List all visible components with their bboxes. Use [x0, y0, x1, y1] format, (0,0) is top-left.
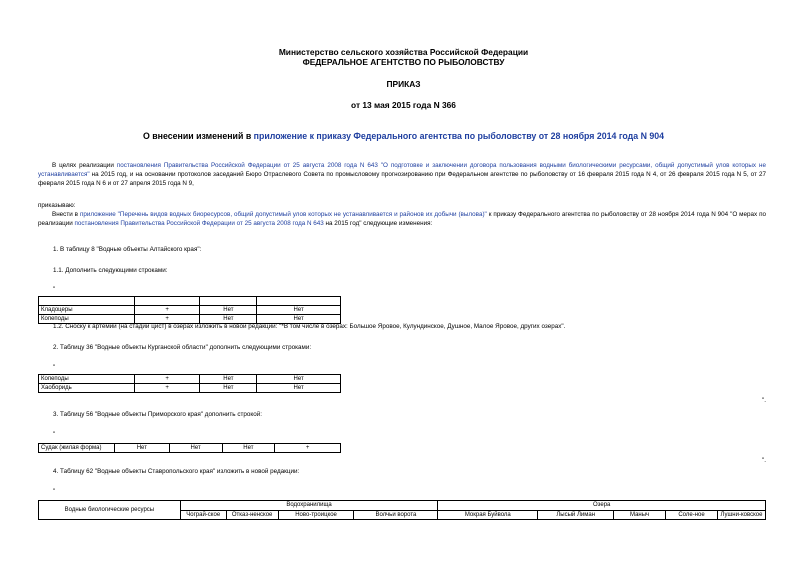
table-row	[39, 501, 766, 511]
table-cell: Нет	[200, 315, 257, 324]
table-row	[39, 306, 341, 315]
table-header-cell: Лысый Лиман	[538, 510, 614, 520]
table-cell: Нет	[114, 444, 169, 453]
table-cell: Нет	[169, 444, 222, 453]
order-text-mid: к приказу Федерального агентства по рыболовству от 28 ноября 2014 года N 904 "О мерах по реализации	[38, 211, 767, 228]
table-cell: Нет	[257, 306, 341, 315]
table-primorsky	[38, 443, 341, 453]
quote-close-mark: ".	[762, 397, 766, 404]
table-cell: Нет	[200, 384, 257, 393]
table-cell: Нет	[222, 444, 275, 453]
table-cell: +	[134, 384, 200, 393]
table-cell: Копеподы	[39, 375, 135, 384]
doc-date: от 13 мая 2015 года N 366	[351, 100, 456, 110]
table-header-reservoirs: Водохранилища	[180, 501, 438, 511]
quote-close-mark: ".	[762, 457, 766, 464]
table-header-cell: Лушни-ковское	[717, 510, 765, 520]
item-1: 1. В таблицу 8 "Водные объекты Алтайского края":	[53, 246, 202, 253]
doc-title-prefix: О внесении изменений в	[142, 131, 254, 141]
table-header-cell: Соле-ное	[666, 510, 718, 520]
table-header-cell: Чограй-ское	[180, 510, 226, 520]
table-cell: +	[134, 315, 200, 324]
doc-title	[0, 131, 807, 141]
order-text-start: Внести в	[52, 211, 80, 218]
table-header-species: Водные биологические ресурсы	[39, 501, 181, 520]
order-word: приказываю:	[38, 202, 76, 209]
doc-title-link[interactable]: приложение к приказу Федерального агентства по рыболовству от 28 ноября 2014 года N 904	[253, 131, 665, 141]
item-2: 2. Таблицу 36 "Водные объекты Курганской области" дополнить следующими строками:	[53, 344, 312, 351]
table-cell: Кладоцеры	[39, 306, 135, 315]
ministry-name: Министерство сельского хозяйства Российской Федерации	[278, 47, 529, 57]
table-cell: Судак (жилая форма)	[39, 444, 115, 453]
table-cell: Хаоборидь	[39, 384, 135, 393]
table-altai	[38, 296, 341, 324]
quote-open-mark: "	[53, 364, 56, 371]
table-row	[39, 375, 341, 384]
table-cell: Нет	[200, 306, 257, 315]
intro-text-start: В целях реализации	[52, 162, 117, 169]
table-cell: +	[134, 375, 200, 384]
quote-open-mark: "	[53, 488, 56, 495]
order-text-end: на 2015 год" следующие изменения:	[323, 220, 433, 228]
item-3: 3. Таблицу 56 "Водные объекты Приморского края" дополнить строкой:	[53, 411, 262, 418]
item-1-1: 1.1. Дополнить следующими строками:	[53, 267, 168, 274]
table-cell: +	[134, 306, 200, 315]
table-row	[39, 444, 341, 453]
doc-type: ПРИКАЗ	[386, 79, 421, 89]
table-row	[39, 297, 341, 306]
table-header-cell: Волчьи ворота	[354, 510, 438, 520]
table-cell: Нет	[200, 375, 257, 384]
table-header-cell: Мокрая Буйвола	[438, 510, 538, 520]
intro-paragraph	[38, 161, 766, 189]
item-4: 4. Таблицу 62 "Водные объекты Ставропольского края" изложить в новой редакции:	[53, 468, 300, 475]
table-cell: Нет	[257, 384, 341, 393]
agency-name: ФЕДЕРАЛЬНОЕ АГЕНТСТВО ПО РЫБОЛОВСТВУ	[302, 57, 505, 67]
table-header-cell: Маныч	[614, 510, 666, 520]
table-cell: Нет	[257, 375, 341, 384]
item-1-2: 1.2. Сноску к артемии (на стадии цист) в озерах изложить в новой редакции: "*В том числе в озерах: Большое Яровое, Кулундинское, Душное, Малое Яровое, других озерах".	[53, 323, 566, 330]
table-header-cell: Отказ-ненское	[226, 510, 278, 520]
table-header-cell: Ново-троицкое	[278, 510, 354, 520]
table-kurgan	[38, 374, 341, 393]
table-cell: +	[275, 444, 341, 453]
table-row	[39, 384, 341, 393]
quote-open-mark: "	[53, 431, 56, 438]
table-header-lakes: Озера	[438, 501, 766, 511]
order-paragraph	[38, 210, 766, 228]
order-link-decree[interactable]: постановления Правительства Российской Федерации от 25 августа 2008 года N 643	[74, 220, 324, 228]
table-cell: Копеподы	[39, 315, 135, 324]
intro-text-end: на 2015 год, и на основании протоколов заседаний Бюро Отраслевого Совета по промысловому прогнозированию при Федеральном агентстве по рыболовству от 16 февраля 2015 года N 4, от 26 февраля 2015 года N 5, от 27 февраля 2015 года N 6 и от 27 апреля 2015 года N 9,	[38, 171, 766, 188]
intro-link-decree[interactable]: постановления Правительства Российской Федерации от 25 августа 2008 года N 643 "О подготовке и заключении договора пользования водными биологическими ресурсами, общий допустимый улов которых не устанавливается"	[38, 162, 766, 179]
table-cell: Нет	[257, 315, 341, 324]
order-link-appendix[interactable]: приложение "Перечень видов водных биоресурсов, общий допустимый улов которых не устанавливается и районов их добычи (вылова)"	[79, 211, 487, 218]
table-stavropol	[38, 500, 766, 520]
quote-open-mark: "	[53, 286, 56, 293]
